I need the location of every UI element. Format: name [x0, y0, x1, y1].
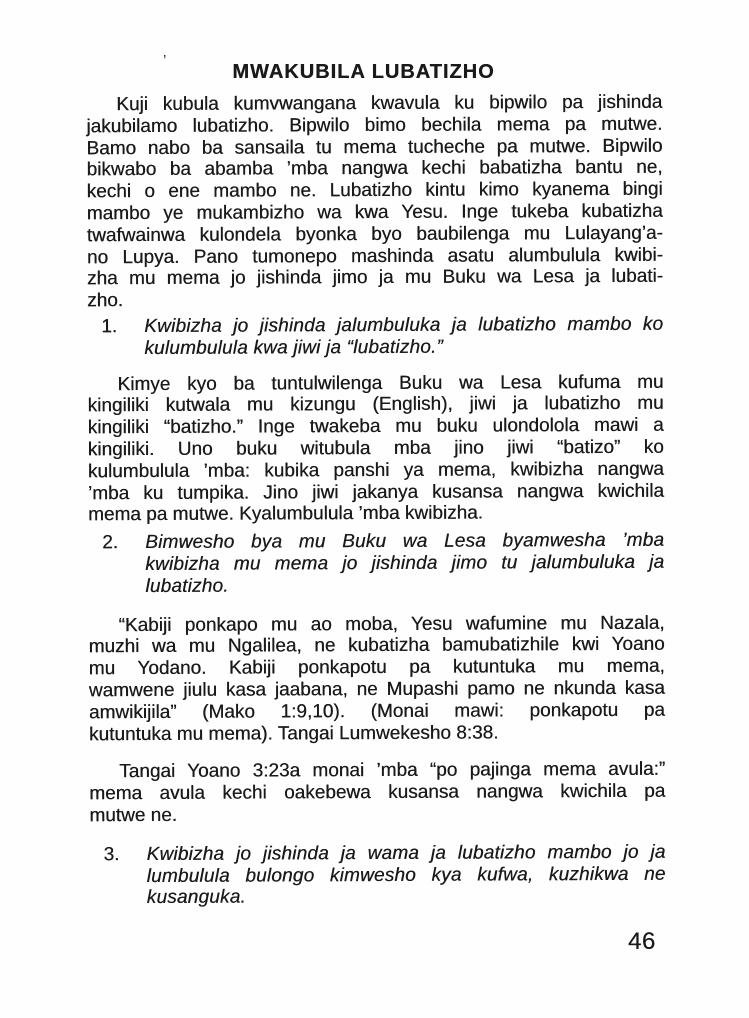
text-line: zha mu mema jo jishinda jimo ja mu Buku wa Lesa ja lubati-	[86, 266, 664, 290]
text-line: mutwe ne.	[89, 804, 178, 827]
item-3-text	[146, 841, 665, 909]
text-line: Kwibizha jo jishinda jalumbuluka ja lubatizho mambo ko	[144, 313, 664, 337]
page-title: MWAKUBILA LUBATIZHO	[232, 61, 495, 84]
text-line: mema avula kechi oakebewa kusansa nangwa kwichila pa	[89, 780, 666, 805]
text-line: kulumbulula kwa jiwi ja “lubatizho.”	[144, 336, 444, 359]
text-line: muzhi wa mu Ngalilea, ne kubatizha bamubatizhile kwi Yoano	[88, 634, 665, 658]
text-line: Kwibizha jo jishinda ja wama ja lubatizho mambo jo ja	[146, 841, 666, 865]
text-line: mambo ye mukambizho wa kwa Yesu. Inge tukeba kubatizha	[86, 200, 663, 225]
item-1-text	[144, 314, 663, 360]
text-line: kwibizha mu mema jo jishinda jimo tu jalumbuluka ja	[145, 551, 665, 575]
item-2-text	[145, 530, 664, 598]
text-line: kingiliki “batizho.” Inge twakeba mu buku ulondolola mawi a	[87, 414, 664, 439]
numbered-item-1	[87, 314, 663, 360]
text-line: amwikijila” (Mako 1:9,10). (Monai mawi: ponkapotu pa	[88, 699, 665, 723]
text-line: Kimye kyo ba tuntulwilenga Buku wa Lesa kufuma mu	[117, 371, 664, 395]
text-line: Bimwesho bya mu Buku wa Lesa byamwesha ’mba	[145, 529, 665, 554]
text-line: lubatizho.	[145, 575, 229, 597]
item-3-number: 3.	[103, 843, 120, 865]
item-1-number: 1.	[101, 316, 118, 338]
text-line: zho.	[87, 290, 124, 312]
paragraph-2	[87, 371, 664, 526]
numbered-item-3	[89, 841, 665, 909]
text-line: jakubilamo lubatizho. Bipwilo bimo bechila mema pa mutwe.	[86, 113, 663, 138]
text-line: twafwainwa kulondela byonka byo baubilenga mu Lulayang’a-	[86, 222, 663, 247]
paragraph-3-scripture-quote	[88, 612, 665, 745]
text-line: kusanguka.	[146, 886, 246, 909]
text-line: “Kabiji ponkapo mu ao moba, Yesu wafumine mu Nazala,	[118, 612, 665, 636]
text-line: kutuntuka mu mema). Tangai Lumwekesho 8:38.	[88, 721, 499, 745]
text-line: kingiliki kutwala mu kizungu (English), jiwi ja lubatizho mu	[87, 393, 664, 417]
text-line: mu Yodano. Kabiji ponkapotu pa kutuntuka mu mema,	[88, 655, 665, 680]
text-line: wamwene jiulu kasa jaabana, ne Mupashi pamo ne nkunda kasa	[88, 677, 665, 702]
text-line: Bamo nabo ba sansaila tu mema tucheche pa mutwe. Bipwilo	[86, 135, 663, 159]
text-line: kulumbulula ’mba: kubika panshi ya mema, kwibizha nangwa	[87, 458, 664, 483]
paragraph-1	[86, 92, 663, 312]
text-line: ’mba ku tumpika. Jino jiwi jakanya kusansa nangwa kwichila	[87, 480, 665, 504]
text-line: no Lupya. Pano tumonepo mashinda asatu alumbulula kwibi-	[86, 244, 663, 268]
text-line: bikwabo ba abamba ’mba nangwa kechi babatizha bantu ne,	[86, 157, 663, 181]
text-line: Kuji kubula kumvwangana kwavula ku bipwilo pa jishinda	[116, 91, 663, 116]
text-line: mema pa mutwe. Kyalumbulula ’mba kwibizha.	[88, 502, 484, 526]
text-line: kechi o ene mambo ne. Lubatizho kintu kimo kyanema bingi	[86, 178, 663, 203]
body-text	[86, 92, 666, 910]
scan-artifact-mark: ’	[163, 52, 167, 69]
text-line: kingiliki. Uno buku witubula mba jino jiwi “batizo” ko	[87, 436, 664, 461]
text-line: lumbulula bulongo kimwesho kya kufwa, kuzhikwa ne	[146, 863, 666, 887]
paragraph-4	[89, 759, 665, 827]
item-2-number: 2.	[102, 532, 119, 554]
numbered-item-2	[88, 530, 664, 598]
page-number: 46	[628, 928, 656, 955]
text-line: Tangai Yoano 3:23a monai ’mba “po pajinga mema avula:”	[119, 759, 666, 783]
